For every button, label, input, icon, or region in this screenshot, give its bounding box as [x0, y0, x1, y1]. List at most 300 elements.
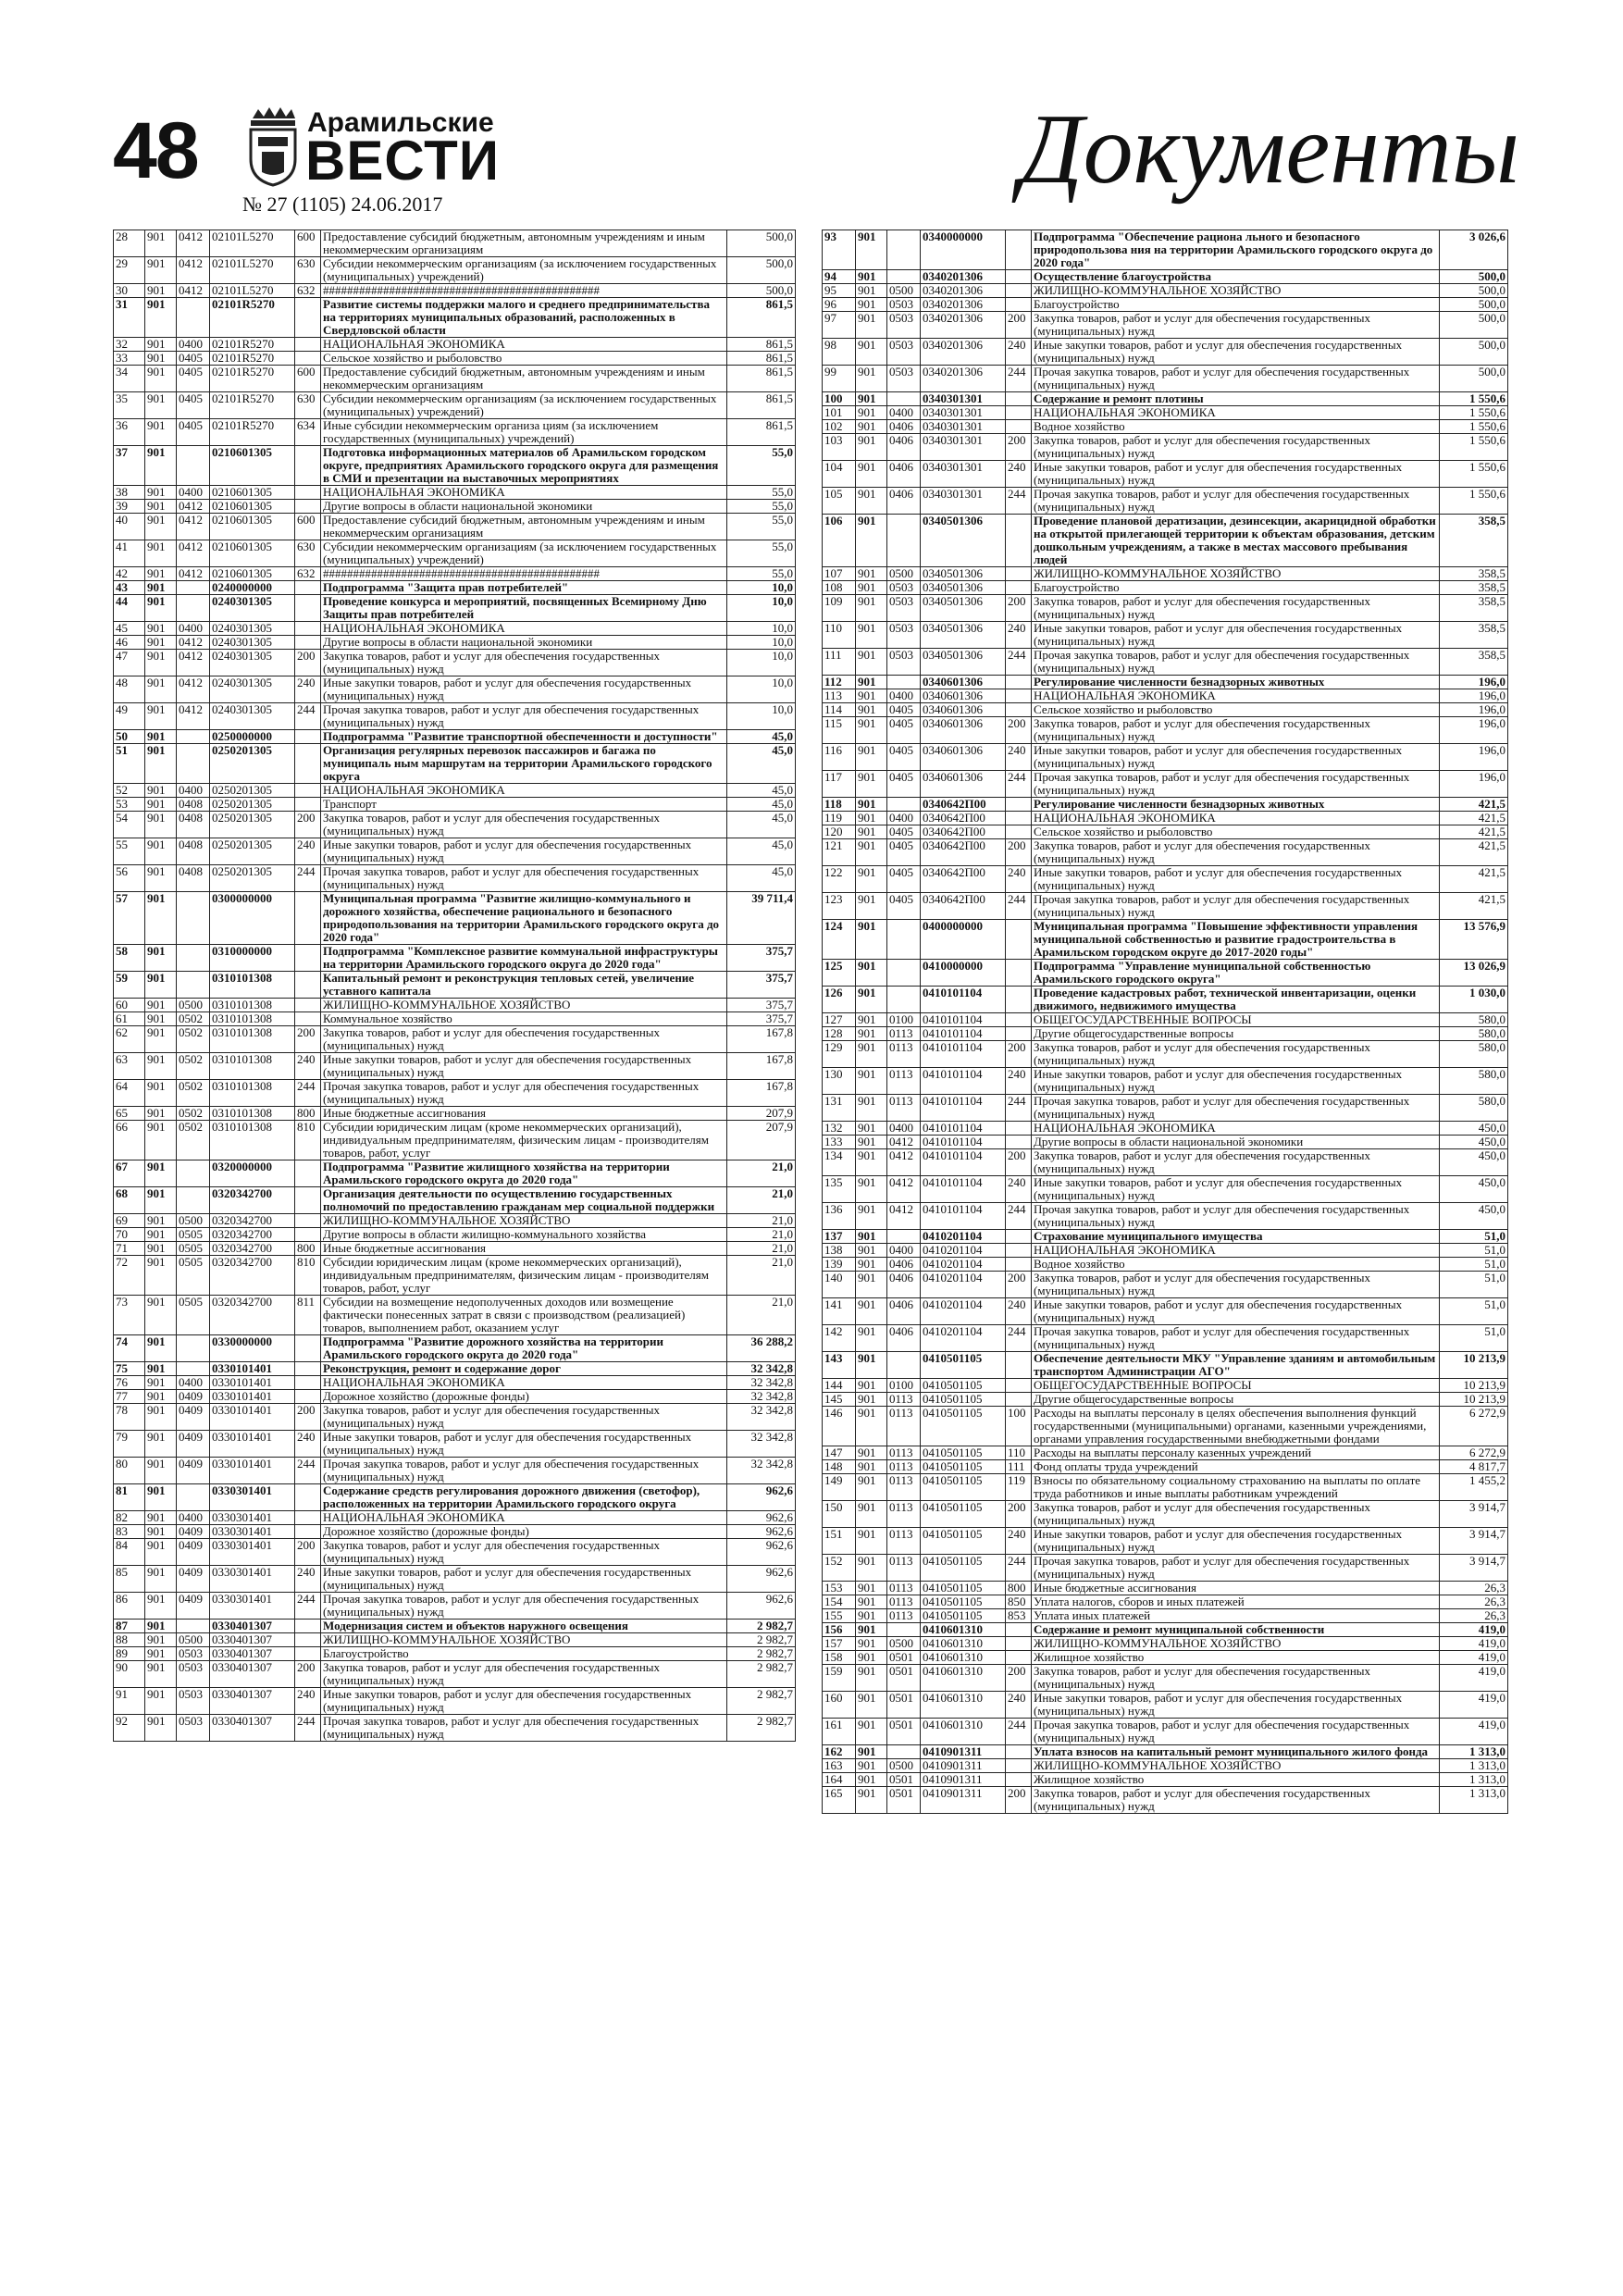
amount-cell: 51,0 — [1440, 1244, 1508, 1258]
admin-code-cell: 901 — [856, 812, 887, 825]
target-code-cell: 0340601306 — [921, 771, 1006, 798]
section-code-cell: 0500 — [177, 1633, 210, 1647]
admin-code-cell: 901 — [145, 1107, 177, 1121]
table-row — [823, 893, 1508, 920]
section-code-cell: 0503 — [177, 1688, 210, 1715]
expense-type-cell: 800 — [295, 1107, 321, 1121]
target-code-cell: 0410601310 — [921, 1637, 1006, 1651]
amount-cell: 358,5 — [1440, 649, 1508, 676]
section-code-cell: 0400 — [177, 622, 210, 636]
admin-code-cell: 901 — [856, 1460, 887, 1474]
row-number-cell: 86 — [114, 1593, 145, 1620]
description-cell: НАЦИОНАЛЬНАЯ ЭКОНОМИКА — [1032, 812, 1440, 825]
description-cell: Закупка товаров, работ и услуг для обеспечения государственных (муниципальных) нужд — [1032, 595, 1440, 622]
admin-code-cell: 901 — [145, 1715, 177, 1742]
expense-type-cell: 600 — [295, 230, 321, 257]
description-cell: Капитальный ремонт и реконструкция тепловых сетей, увеличение уставного капитала — [321, 972, 727, 999]
section-code-cell — [887, 798, 921, 812]
admin-code-cell: 901 — [856, 1745, 887, 1759]
expense-type-cell — [295, 446, 321, 486]
description-cell: Закупка товаров, работ и услуг для обеспечения государственных (муниципальных) нужд — [1032, 1149, 1440, 1176]
amount-cell: 358,5 — [1440, 515, 1508, 567]
expense-type-cell: 240 — [295, 1566, 321, 1593]
amount-cell: 358,5 — [1440, 567, 1508, 581]
target-code-cell: 0410201104 — [921, 1325, 1006, 1352]
description-cell: Подготовка информационных материалов об Арамильском городском округе, предприятиях Арамильского городского округа для размещения в СМИ и презентации на выставочных мероприятиях — [321, 446, 727, 486]
expense-type-cell: 200 — [1006, 839, 1032, 866]
admin-code-cell: 901 — [856, 1136, 887, 1149]
admin-code-cell: 901 — [856, 960, 887, 987]
expense-type-cell: 240 — [1006, 866, 1032, 893]
admin-code-cell: 901 — [145, 1335, 177, 1362]
row-number-cell: 156 — [823, 1623, 856, 1637]
admin-code-cell: 901 — [145, 1187, 177, 1214]
row-number-cell: 74 — [114, 1335, 145, 1362]
expense-type-cell — [1006, 1013, 1032, 1027]
admin-code-cell: 901 — [145, 1511, 177, 1525]
description-cell: Прочая закупка товаров, работ и услуг для обеспечения государственных (муниципальных) нужд — [1032, 1555, 1440, 1582]
section-code-cell: 0501 — [887, 1651, 921, 1665]
table-row — [114, 1362, 796, 1376]
row-number-cell: 38 — [114, 486, 145, 500]
section-code-cell: 0408 — [177, 838, 210, 865]
expense-type-cell: 240 — [1006, 744, 1032, 771]
description-cell: Предоставление субсидий бюджетным, автономным учреждениям и иным некоммерческим организациям — [321, 230, 727, 257]
table-row — [823, 1623, 1508, 1637]
row-number-cell: 64 — [114, 1080, 145, 1107]
description-cell: Прочая закупка товаров, работ и услуг для обеспечения государственных (муниципальных) нужд — [1032, 1203, 1440, 1230]
admin-code-cell: 901 — [856, 1474, 887, 1501]
target-code-cell: 0340301301 — [921, 434, 1006, 461]
expense-type-cell — [295, 999, 321, 1012]
admin-code-cell: 901 — [145, 1688, 177, 1715]
admin-code-cell: 901 — [856, 1651, 887, 1665]
expense-type-cell: 244 — [295, 1593, 321, 1620]
table-row — [823, 744, 1508, 771]
admin-code-cell: 901 — [856, 515, 887, 567]
section-code-cell: 0412 — [177, 676, 210, 703]
admin-code-cell: 901 — [145, 1431, 177, 1458]
row-number-cell: 148 — [823, 1460, 856, 1474]
description-cell: Закупка товаров, работ и услуг для обеспечения государственных (муниципальных) нужд — [321, 812, 727, 838]
expense-type-cell: 200 — [295, 1661, 321, 1688]
target-code-cell: 0340642П00 — [921, 839, 1006, 866]
section-code-cell: 0408 — [177, 812, 210, 838]
description-cell: Содержание и ремонт плотины — [1032, 392, 1440, 406]
row-number-cell: 134 — [823, 1149, 856, 1176]
admin-code-cell: 901 — [856, 1773, 887, 1787]
expense-type-cell: 100 — [1006, 1407, 1032, 1446]
expense-type-cell — [295, 622, 321, 636]
row-number-cell: 61 — [114, 1012, 145, 1026]
target-code-cell: 0410501105 — [921, 1460, 1006, 1474]
target-code-cell: 0340301301 — [921, 461, 1006, 488]
target-code-cell: 0340201306 — [921, 312, 1006, 339]
expense-type-cell: 244 — [1006, 1095, 1032, 1122]
row-number-cell: 91 — [114, 1688, 145, 1715]
table-row — [114, 1593, 796, 1620]
admin-code-cell: 901 — [856, 1623, 887, 1637]
target-code-cell: 0330101401 — [210, 1376, 295, 1390]
description-cell: Прочая закупка товаров, работ и услуг для обеспечения государственных (муниципальных) нужд — [321, 1593, 727, 1620]
expense-type-cell: 244 — [1006, 1719, 1032, 1745]
expense-type-cell — [295, 798, 321, 812]
description-cell: НАЦИОНАЛЬНАЯ ЭКОНОМИКА — [321, 486, 727, 500]
section-code-cell: 0409 — [177, 1593, 210, 1620]
expense-type-cell — [295, 1335, 321, 1362]
row-number-cell: 51 — [114, 744, 145, 784]
table-row — [114, 1647, 796, 1661]
expense-type-cell: 800 — [295, 1242, 321, 1256]
description-cell: Субсидии юридическим лицам (кроме некоммерческих организаций), индивидуальным предпринимателям, физическим лицам - производителям товаров, работ, услуг — [321, 1121, 727, 1160]
table-row — [114, 1633, 796, 1647]
amount-cell: 1 550,6 — [1440, 420, 1508, 434]
row-number-cell: 75 — [114, 1362, 145, 1376]
admin-code-cell: 901 — [856, 703, 887, 717]
admin-code-cell: 901 — [145, 1053, 177, 1080]
description-cell: Содержание и ремонт муниципальной собственности — [1032, 1623, 1440, 1637]
admin-code-cell: 901 — [145, 1404, 177, 1431]
amount-cell: 36 288,2 — [727, 1335, 796, 1362]
table-row — [823, 1528, 1508, 1555]
section-code-cell — [887, 987, 921, 1013]
amount-cell: 450,0 — [1440, 1176, 1508, 1203]
target-code-cell: 0310101308 — [210, 972, 295, 999]
target-code-cell: 0410201104 — [921, 1244, 1006, 1258]
expense-type-cell: 240 — [1006, 1176, 1032, 1203]
section-code-cell: 0503 — [887, 581, 921, 595]
description-cell: Уплата налогов, сборов и иных платежей — [1032, 1595, 1440, 1609]
target-code-cell: 0410501105 — [921, 1474, 1006, 1501]
expense-type-cell: 200 — [1006, 1501, 1032, 1528]
row-number-cell: 52 — [114, 784, 145, 798]
amount-cell: 421,5 — [1440, 812, 1508, 825]
target-code-cell: 0330401307 — [210, 1620, 295, 1633]
row-number-cell: 97 — [823, 312, 856, 339]
section-code-cell — [887, 960, 921, 987]
description-cell: Закупка товаров, работ и услуг для обеспечения государственных (муниципальных) нужд — [1032, 1041, 1440, 1068]
row-number-cell: 155 — [823, 1609, 856, 1623]
table-row — [823, 420, 1508, 434]
description-cell: ############################################## — [321, 567, 727, 581]
admin-code-cell: 901 — [145, 1593, 177, 1620]
table-row — [823, 1787, 1508, 1814]
admin-code-cell: 901 — [145, 230, 177, 257]
expense-type-cell: 240 — [295, 1431, 321, 1458]
target-code-cell: 0340301301 — [921, 392, 1006, 406]
section-code-cell: 0406 — [887, 1258, 921, 1272]
admin-code-cell: 901 — [856, 744, 887, 771]
section-code-cell: 0500 — [887, 284, 921, 298]
expense-type-cell — [295, 1228, 321, 1242]
admin-code-cell: 901 — [856, 298, 887, 312]
row-number-cell: 85 — [114, 1566, 145, 1593]
amount-cell: 21,0 — [727, 1214, 796, 1228]
table-row — [823, 1759, 1508, 1773]
amount-cell: 10,0 — [727, 622, 796, 636]
table-row — [114, 730, 796, 744]
admin-code-cell: 901 — [145, 1620, 177, 1633]
target-code-cell: 0240301305 — [210, 636, 295, 650]
amount-cell: 1 313,0 — [1440, 1759, 1508, 1773]
table-row — [823, 1258, 1508, 1272]
section-code-cell: 0113 — [887, 1446, 921, 1460]
target-code-cell: 0250201305 — [210, 812, 295, 838]
amount-cell: 358,5 — [1440, 622, 1508, 649]
expense-type-cell: 240 — [1006, 461, 1032, 488]
expense-type-cell: 630 — [295, 257, 321, 284]
admin-code-cell: 901 — [856, 1027, 887, 1041]
description-cell: Закупка товаров, работ и услуг для обеспечения государственных (муниципальных) нужд — [1032, 312, 1440, 339]
admin-code-cell: 901 — [856, 622, 887, 649]
target-code-cell: 0210601305 — [210, 514, 295, 540]
admin-code-cell: 901 — [856, 1325, 887, 1352]
amount-cell: 421,5 — [1440, 893, 1508, 920]
row-number-cell: 136 — [823, 1203, 856, 1230]
table-row — [114, 784, 796, 798]
expense-type-cell: 200 — [1006, 1149, 1032, 1176]
table-row — [114, 352, 796, 366]
row-number-cell: 100 — [823, 392, 856, 406]
section-code-cell: 0500 — [887, 567, 921, 581]
table-row — [114, 1296, 796, 1335]
amount-cell: 421,5 — [1440, 798, 1508, 812]
target-code-cell: 0410601310 — [921, 1719, 1006, 1745]
admin-code-cell: 901 — [145, 1362, 177, 1376]
target-code-cell: 0340642П00 — [921, 825, 1006, 839]
admin-code-cell: 901 — [856, 1041, 887, 1068]
target-code-cell: 0330401307 — [210, 1633, 295, 1647]
expense-type-cell — [295, 1484, 321, 1511]
expense-type-cell — [295, 1525, 321, 1539]
row-number-cell: 54 — [114, 812, 145, 838]
row-number-cell: 92 — [114, 1715, 145, 1742]
description-cell: ЖИЛИЩНО-КОММУНАЛЬНОЕ ХОЗЯЙСТВО — [1032, 284, 1440, 298]
amount-cell: 419,0 — [1440, 1651, 1508, 1665]
description-cell: Иные закупки товаров, работ и услуг для обеспечения государственных (муниципальных) нужд — [321, 1053, 727, 1080]
table-row — [823, 866, 1508, 893]
target-code-cell: 0330301401 — [210, 1484, 295, 1511]
table-row — [823, 312, 1508, 339]
amount-cell: 1 313,0 — [1440, 1787, 1508, 1814]
expense-type-cell — [1006, 392, 1032, 406]
amount-cell: 500,0 — [727, 230, 796, 257]
expense-type-cell: 632 — [295, 284, 321, 298]
expense-type-cell: 600 — [295, 366, 321, 392]
row-number-cell: 139 — [823, 1258, 856, 1272]
table-row — [114, 744, 796, 784]
table-row — [114, 999, 796, 1012]
admin-code-cell: 901 — [145, 1539, 177, 1566]
amount-cell: 45,0 — [727, 838, 796, 865]
section-code-cell: 0505 — [177, 1256, 210, 1296]
amount-cell: 1 313,0 — [1440, 1773, 1508, 1787]
admin-code-cell: 901 — [856, 1176, 887, 1203]
admin-code-cell: 901 — [856, 1095, 887, 1122]
section-code-cell: 0400 — [887, 1244, 921, 1258]
section-code-cell — [177, 595, 210, 622]
row-number-cell: 41 — [114, 540, 145, 567]
target-code-cell: 0340601306 — [921, 717, 1006, 744]
target-code-cell: 02101L5270 — [210, 230, 295, 257]
row-number-cell: 107 — [823, 567, 856, 581]
amount-cell: 10 213,9 — [1440, 1393, 1508, 1407]
admin-code-cell: 901 — [145, 1026, 177, 1053]
target-code-cell: 0340642П00 — [921, 893, 1006, 920]
admin-code-cell: 901 — [856, 312, 887, 339]
section-code-cell: 0503 — [887, 298, 921, 312]
section-code-cell — [177, 892, 210, 945]
section-code-cell: 0400 — [177, 338, 210, 352]
admin-code-cell: 901 — [145, 595, 177, 622]
description-cell: Жилищное хозяйство — [1032, 1773, 1440, 1787]
table-row — [114, 1661, 796, 1688]
table-row — [823, 1555, 1508, 1582]
description-cell: Другие общегосударственные вопросы — [1032, 1027, 1440, 1041]
amount-cell: 55,0 — [727, 500, 796, 514]
target-code-cell: 0410101104 — [921, 1027, 1006, 1041]
expense-type-cell — [295, 595, 321, 622]
table-row — [114, 676, 796, 703]
admin-code-cell: 901 — [856, 689, 887, 703]
target-code-cell: 0340201306 — [921, 339, 1006, 366]
amount-cell: 32 342,8 — [727, 1404, 796, 1431]
description-cell: Водное хозяйство — [1032, 1258, 1440, 1272]
target-code-cell: 0330301401 — [210, 1539, 295, 1566]
section-code-cell: 0405 — [177, 366, 210, 392]
table-row — [823, 920, 1508, 960]
table-row — [114, 798, 796, 812]
description-cell: Дорожное хозяйство (дорожные фонды) — [321, 1525, 727, 1539]
target-code-cell: 0410201104 — [921, 1272, 1006, 1298]
admin-code-cell: 901 — [145, 446, 177, 486]
description-cell: ЖИЛИЩНО-КОММУНАЛЬНОЕ ХОЗЯЙСТВО — [321, 1214, 727, 1228]
row-number-cell: 102 — [823, 420, 856, 434]
section-code-cell: 0405 — [177, 419, 210, 446]
left-column — [113, 230, 796, 1742]
section-code-cell — [177, 581, 210, 595]
description-cell: Коммунальное хозяйство — [321, 1012, 727, 1026]
admin-code-cell: 901 — [145, 284, 177, 298]
row-number-cell: 83 — [114, 1525, 145, 1539]
target-code-cell: 0410501105 — [921, 1609, 1006, 1623]
amount-cell: 1 550,6 — [1440, 406, 1508, 420]
amount-cell: 500,0 — [727, 284, 796, 298]
row-number-cell: 87 — [114, 1620, 145, 1633]
table-row — [823, 1595, 1508, 1609]
expense-type-cell: 810 — [295, 1121, 321, 1160]
amount-cell: 45,0 — [727, 812, 796, 838]
section-code-cell — [887, 270, 921, 284]
section-code-cell — [887, 920, 921, 960]
admin-code-cell: 901 — [856, 839, 887, 866]
admin-code-cell: 901 — [856, 1665, 887, 1692]
row-number-cell: 158 — [823, 1651, 856, 1665]
section-code-cell: 0412 — [177, 284, 210, 298]
row-number-cell: 93 — [823, 230, 856, 270]
row-number-cell: 105 — [823, 488, 856, 515]
expense-type-cell — [1006, 1623, 1032, 1637]
expense-type-cell — [1006, 960, 1032, 987]
target-code-cell: 0310101308 — [210, 1080, 295, 1107]
table-row — [114, 636, 796, 650]
admin-code-cell: 901 — [145, 865, 177, 892]
admin-code-cell: 901 — [856, 1595, 887, 1609]
section-code-cell: 0409 — [177, 1431, 210, 1458]
target-code-cell: 0320342700 — [210, 1256, 295, 1296]
row-number-cell: 110 — [823, 622, 856, 649]
expense-type-cell — [1006, 703, 1032, 717]
row-number-cell: 103 — [823, 434, 856, 461]
target-code-cell: 0410101104 — [921, 1203, 1006, 1230]
amount-cell: 861,5 — [727, 419, 796, 446]
admin-code-cell: 901 — [856, 595, 887, 622]
description-cell: Прочая закупка товаров, работ и услуг для обеспечения государственных (муниципальных) нужд — [1032, 366, 1440, 392]
amount-cell: 45,0 — [727, 798, 796, 812]
table-row — [823, 461, 1508, 488]
expense-type-cell: 240 — [295, 676, 321, 703]
section-code-cell: 0408 — [177, 865, 210, 892]
section-code-cell: 0408 — [177, 798, 210, 812]
row-number-cell: 66 — [114, 1121, 145, 1160]
section-code-cell: 0400 — [177, 784, 210, 798]
amount-cell: 32 342,8 — [727, 1362, 796, 1376]
expense-type-cell: 853 — [1006, 1609, 1032, 1623]
amount-cell: 450,0 — [1440, 1136, 1508, 1149]
row-number-cell: 29 — [114, 257, 145, 284]
expense-type-cell: 811 — [295, 1296, 321, 1335]
table-row — [823, 1474, 1508, 1501]
description-cell: Прочая закупка товаров, работ и услуг для обеспечения государственных (муниципальных) нужд — [321, 703, 727, 730]
description-cell: Подпрограмма "Защита прав потребителей" — [321, 581, 727, 595]
table-row — [114, 1242, 796, 1256]
table-row — [823, 1719, 1508, 1745]
description-cell: Прочая закупка товаров, работ и услуг для обеспечения государственных (муниципальных) нужд — [1032, 771, 1440, 798]
description-cell: Уплата взносов на капитальный ремонт муниципального жилого фонда — [1032, 1745, 1440, 1759]
expense-type-cell — [1006, 920, 1032, 960]
description-cell: Предоставление субсидий бюджетным, автономным учреждениям и иным некоммерческим организациям — [321, 366, 727, 392]
amount-cell: 10 213,9 — [1440, 1352, 1508, 1379]
section-code-cell: 0405 — [887, 839, 921, 866]
admin-code-cell: 901 — [856, 798, 887, 812]
section-code-cell: 0113 — [887, 1609, 921, 1623]
section-code-cell: 0503 — [887, 312, 921, 339]
admin-code-cell: 901 — [145, 1566, 177, 1593]
section-title: Документы — [1019, 94, 1519, 205]
expense-type-cell — [295, 1187, 321, 1214]
description-cell: Организация регулярных перевозок пассажиров и багажа по муниципаль ным маршрутам на территории Арамильского городского округа — [321, 744, 727, 784]
amount-cell: 3 026,6 — [1440, 230, 1508, 270]
row-number-cell: 127 — [823, 1013, 856, 1027]
table-row — [823, 392, 1508, 406]
description-cell: Организация деятельности по осуществлению государственных полномочий по предоставлению гражданам мер социальной поддержки — [321, 1187, 727, 1214]
section-code-cell: 0502 — [177, 1107, 210, 1121]
section-code-cell: 0405 — [887, 893, 921, 920]
target-code-cell: 02101R5270 — [210, 352, 295, 366]
row-number-cell: 165 — [823, 1787, 856, 1814]
row-number-cell: 46 — [114, 636, 145, 650]
target-code-cell: 0240301305 — [210, 703, 295, 730]
table-row — [114, 486, 796, 500]
admin-code-cell: 901 — [856, 920, 887, 960]
description-cell: Регулирование численности безнадзорных животных — [1032, 676, 1440, 689]
row-number-cell: 104 — [823, 461, 856, 488]
target-code-cell: 0330301401 — [210, 1511, 295, 1525]
description-cell: Обеспечение деятельности МКУ "Управление зданиям и автомобильным транспортом Администрации АГО" — [1032, 1352, 1440, 1379]
description-cell: Муниципальная программа "Развитие жилищно-коммунального и дорожного хозяйства, обеспечение рационального и безопасного природопользования на территории Арамильского городского округа до 2020 года" — [321, 892, 727, 945]
row-number-cell: 145 — [823, 1393, 856, 1407]
expense-type-cell — [1006, 812, 1032, 825]
